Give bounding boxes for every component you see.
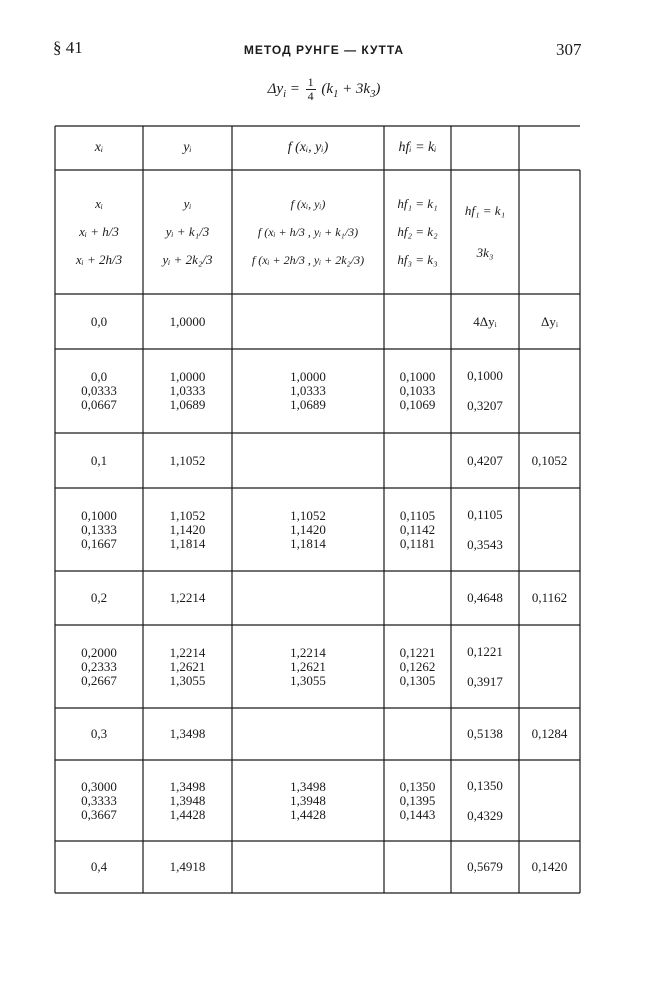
row-k-line: 0,1395	[399, 792, 436, 808]
row-y	[143, 349, 232, 433]
row-y-line: 1,2621	[169, 658, 206, 674]
row-x	[55, 488, 143, 571]
row-sum: 4Δyᵢ	[473, 313, 497, 329]
row-x-stack	[81, 370, 117, 412]
scheme-f	[232, 170, 384, 294]
scheme-x-line: xᵢ	[95, 196, 103, 211]
row-sum-stack	[467, 779, 503, 823]
row-f	[232, 760, 384, 841]
row-k-line: 0,1181	[399, 535, 436, 551]
row-k-line: 0,1221	[399, 644, 436, 660]
row-f-line: 1,3948	[290, 792, 326, 808]
row-k-line: 0,1305	[399, 672, 436, 688]
row-k-line: 0,1105	[399, 507, 436, 523]
scheme-sum-line: hf₁ = k₁	[464, 203, 506, 218]
scheme-f-stack	[252, 197, 364, 267]
scheme-x	[55, 170, 143, 294]
row-k-stack	[400, 646, 436, 688]
row-y: 1,0000	[169, 313, 206, 329]
row-f-line: 1,1420	[290, 521, 326, 537]
row-sum: 0,5138	[467, 726, 503, 741]
row-f-line: 1,1814	[290, 535, 326, 551]
row-x: 0,0	[90, 313, 108, 329]
row-y-line: 1,1052	[169, 507, 206, 523]
row-y-stack	[170, 646, 206, 688]
row-f-line: 1,4428	[290, 806, 326, 822]
row-y-stack	[170, 370, 206, 412]
row-x	[55, 760, 143, 841]
row-sum-stack	[467, 508, 503, 552]
page-number: 307	[556, 40, 582, 59]
row-f-line: 1,1052	[290, 507, 326, 523]
row-dy: 0,1162	[531, 590, 568, 605]
row-x-line: 0,2333	[81, 658, 117, 674]
row-y-line: 1,3055	[169, 672, 206, 688]
scheme-k-line: hf₃ = k₃	[397, 252, 438, 267]
formula-rhs-close: )	[375, 80, 381, 97]
scheme-sum-line: 3k₃	[476, 245, 494, 260]
row-y-line: 1,1420	[169, 521, 206, 537]
row-sum	[451, 488, 519, 571]
row-y-stack	[170, 780, 206, 822]
row-f-line: 1,0333	[290, 383, 326, 398]
row-y-line: 1,0333	[169, 383, 206, 398]
row-y-line: 1,3498	[169, 778, 206, 794]
row-f-stack	[290, 780, 326, 822]
row-f	[232, 488, 384, 571]
row-dy: 0,1052	[531, 452, 568, 468]
scheme-y	[143, 170, 232, 294]
row-k-stack	[400, 370, 436, 412]
row-sum-line: 0,4329	[467, 807, 503, 823]
row-sum: 0,4207	[467, 452, 503, 468]
row-sum: 0,4648	[467, 590, 503, 605]
row-x-line: 0,3667	[81, 806, 117, 822]
running-title: МЕТОД РУНГЕ — КУТТА	[243, 43, 405, 57]
row-sum: 0,5679	[467, 859, 503, 874]
row-sum-line: 0,1105	[467, 506, 503, 522]
row-sum-line: 0,1350	[467, 777, 503, 793]
row-sum-line: 0,3543	[467, 536, 503, 552]
scheme-k-stack	[397, 197, 437, 267]
row-k	[384, 625, 451, 708]
scheme-y-stack	[162, 197, 212, 267]
row-sum-stack	[467, 645, 503, 689]
row-f-line: 1,3055	[290, 672, 326, 688]
scheme-y-line: yᵢ + 2k₂/3	[162, 252, 213, 267]
formula-lhs: Δy	[267, 80, 284, 97]
row-k-line: 0,1033	[399, 383, 436, 398]
row-dy: 0,1420	[531, 859, 568, 874]
row-dy: 0,1284	[531, 726, 568, 741]
row-y	[143, 488, 232, 571]
row-y: 1,2214	[169, 590, 206, 605]
row-x: 0,1	[90, 452, 108, 468]
row-k	[384, 488, 451, 571]
row-x-stack	[81, 509, 117, 551]
section-number: § 41	[53, 38, 83, 57]
scheme-k-line: hf₁ = k₁	[397, 196, 438, 211]
row-f-stack	[290, 509, 326, 551]
row-k-line: 0,1000	[399, 369, 436, 384]
row-x-line: 0,1667	[81, 535, 117, 551]
row-k-line: 0,1069	[399, 397, 436, 412]
row-f-stack	[290, 646, 326, 688]
row-x: 0,4	[90, 859, 108, 874]
scheme-k-line: hf₂ = k₂	[397, 224, 438, 239]
row-x: 0,2	[90, 590, 108, 605]
scheme-f-line: f (xᵢ + h/3 , yᵢ + k₁/3)	[257, 225, 359, 239]
row-y-line: 1,1814	[169, 535, 206, 551]
scheme-k	[384, 170, 451, 294]
header-y: yᵢ	[183, 140, 192, 155]
row-f-line: 1,0689	[290, 397, 326, 412]
formula-rhs-open: (k	[321, 80, 334, 97]
row-f-line: 1,3498	[290, 778, 326, 794]
row-x-line: 0,0667	[81, 397, 117, 412]
row-sum	[451, 349, 519, 433]
row-sum-line: 0,1221	[467, 643, 503, 659]
formula-den: 4	[307, 89, 314, 103]
formula-rhs-mid: + 3k	[338, 80, 371, 97]
row-x	[55, 349, 143, 433]
scheme-y-line: yᵢ + k₁/3	[165, 224, 210, 239]
row-k-line: 0,1443	[399, 806, 436, 822]
row-x-line: 0,1000	[81, 507, 117, 523]
row-x-line: 0,3333	[81, 792, 117, 808]
row-x-line: 0,2667	[81, 672, 117, 688]
row-x-line: 0,3000	[81, 778, 117, 794]
row-dy: Δyᵢ	[541, 313, 558, 329]
row-f	[232, 349, 384, 433]
row-x-line: 0,2000	[81, 644, 117, 660]
header-x: xᵢ	[94, 140, 104, 155]
row-x: 0,3	[90, 726, 108, 741]
header-f: f (xᵢ, yᵢ)	[287, 140, 329, 155]
row-x-line: 0,0	[90, 369, 108, 384]
row-k-line: 0,1262	[399, 658, 436, 674]
row-k-line: 0,1142	[399, 521, 436, 537]
row-x-line: 0,1333	[81, 521, 117, 537]
formula-lhs-sub: i	[283, 88, 287, 100]
row-sum-line: 0,3207	[467, 398, 503, 413]
row-f-line: 1,0000	[290, 369, 326, 384]
row-y-line: 1,3948	[169, 792, 206, 808]
row-k	[384, 349, 451, 433]
row-k-stack	[400, 509, 435, 551]
scheme-x-stack	[76, 197, 122, 267]
scheme-f-line: f (xᵢ + 2h/3 , yᵢ + 2k₂/3)	[251, 253, 365, 267]
row-y-line: 1,4428	[169, 806, 206, 822]
row-x-stack	[81, 646, 117, 688]
row-y: 1,1052	[169, 452, 206, 468]
formula-eq: =	[289, 80, 300, 97]
formula-rhs-sub1: 1	[333, 88, 339, 100]
formula-num: 1	[307, 75, 314, 89]
row-k-stack	[400, 780, 436, 822]
scheme-sum-stack	[465, 204, 505, 260]
scheme-y-line: yᵢ	[183, 196, 192, 211]
header-k: hfᵢ = kᵢ	[398, 140, 437, 155]
row-sum	[451, 625, 519, 708]
row-y: 1,4918	[169, 859, 206, 874]
row-f	[232, 625, 384, 708]
row-f-line: 1,2214	[290, 644, 326, 660]
row-k	[384, 760, 451, 841]
row-f-line: 1,2621	[290, 658, 326, 674]
scheme-f-line: f (xᵢ, yᵢ)	[290, 197, 326, 211]
row-x-stack	[81, 780, 117, 822]
row-x-line: 0,0333	[81, 383, 117, 398]
row-y: 1,3498	[169, 726, 206, 741]
row-y-stack	[170, 509, 206, 551]
formula-rhs-sub2: 3	[370, 88, 376, 100]
row-sum-line: 0,1000	[467, 368, 503, 383]
row-x	[55, 625, 143, 708]
row-f-stack	[290, 370, 326, 412]
row-y	[143, 760, 232, 841]
row-y-line: 1,0000	[169, 369, 206, 384]
row-y-line: 1,2214	[169, 644, 206, 660]
scheme-x-line: xᵢ + 2h/3	[75, 252, 123, 267]
row-sum-line: 0,3917	[467, 673, 503, 689]
scheme-x-line: xᵢ + h/3	[79, 224, 119, 239]
row-k-line: 0,1350	[399, 778, 436, 794]
row-y-line: 1,0689	[169, 397, 206, 412]
scheme-sum	[451, 170, 519, 294]
row-y	[143, 625, 232, 708]
row-sum	[451, 760, 519, 841]
row-sum-stack	[467, 369, 503, 413]
